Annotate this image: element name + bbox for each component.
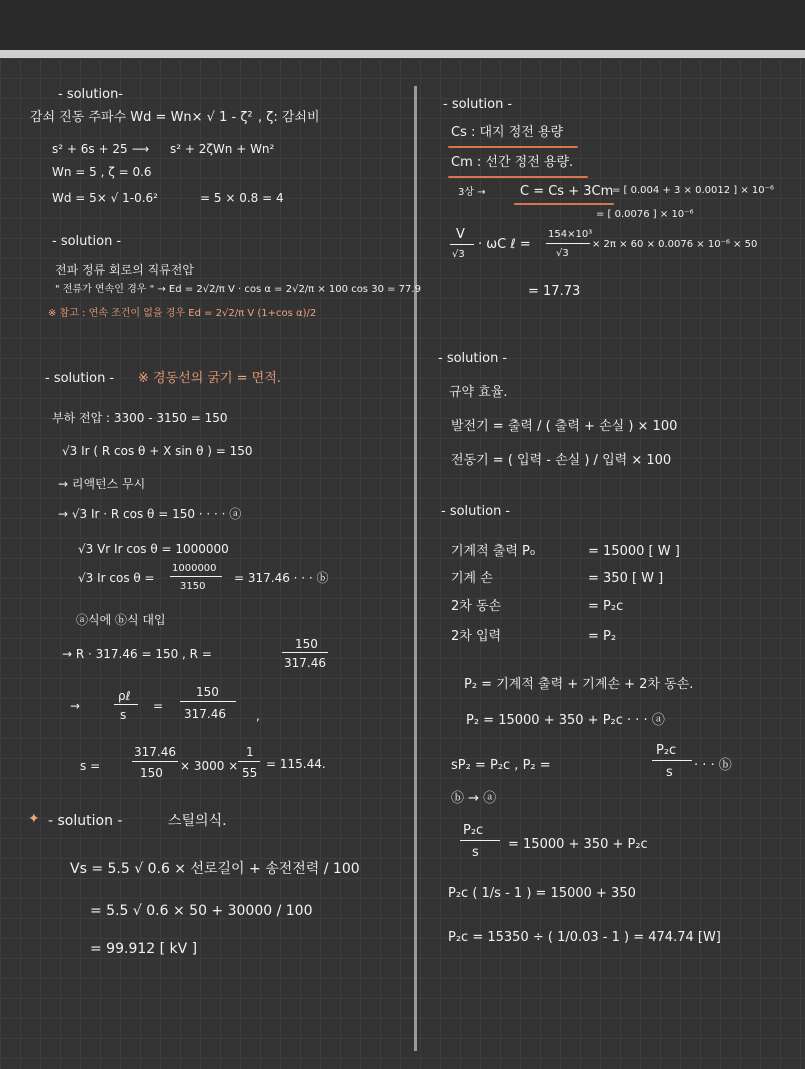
right-s3-row4b: = P₂ [588, 629, 617, 644]
left-s3-note: ※ 경동선의 굵기 = 면적. [138, 371, 281, 386]
left-s3-line9num: 150 [196, 685, 219, 699]
left-s4-title: 스틸의식. [168, 813, 227, 829]
left-s3-line9eq: = [153, 699, 164, 713]
right-s3-line11: P₂c = 15350 ÷ ( 1/0.03 - 1 ) = 474.74 [W] [448, 930, 721, 945]
left-s3-line5: √3 Vr Ir cos θ = 1000000 [78, 542, 229, 556]
left-s3-line10c: = 115.44. [266, 757, 326, 771]
right-s3-line9den: s [472, 845, 479, 860]
left-s3-line10den2: 55 [242, 766, 258, 780]
left-s3-line9b: , [256, 709, 260, 723]
right-s2-line2: 발전기 = 출력 / ( 출력 + 손실 ) × 100 [451, 419, 678, 434]
top-bar [0, 0, 805, 50]
right-s1-line6: = 17.73 [528, 284, 581, 299]
left-s2-heading: - solution - [52, 234, 122, 249]
left-s2-line2: " 전류가 연속인 경우 " → Ed = 2√2/π V · cos α = 2√2/π × 100 cos 30 = 77.9 [55, 284, 421, 295]
left-s3-line3: → 리액턴스 무시 [58, 477, 146, 491]
right-s1-line4: = [ 0.0076 ] × 10⁻⁶ [596, 209, 694, 220]
highlight-underline [448, 146, 578, 148]
left-s3-line9a: → [70, 699, 81, 713]
right-s3-line7den: s [666, 765, 673, 780]
left-s4-line1: Vs = 5.5 √ 0.6 × 선로길이 + 송전전력 / 100 [70, 861, 360, 877]
fraction-bar [114, 704, 138, 705]
left-s3-heading: - solution - [45, 371, 115, 386]
right-s3-heading: - solution - [441, 504, 511, 519]
left-s2-line1: 전파 정류 회로의 직류전압 [55, 263, 194, 277]
left-s1-line2b: s² + 2ζWn + Wn² [170, 142, 275, 156]
right-s1-line1: Cs : 대지 정전 용량 [451, 125, 564, 140]
right-s2-line1: 규약 효율. [449, 385, 508, 400]
right-s3-line9b: = 15000 + 350 + P₂c [508, 837, 648, 852]
left-s3-line8num: 150 [295, 637, 318, 651]
fraction-bar [450, 244, 474, 245]
arrow-icon: ⟶ [132, 142, 150, 156]
fraction-bar [180, 701, 236, 702]
left-s4-line3: = 99.912 [ kV ] [90, 941, 198, 957]
fraction-bar [652, 760, 692, 761]
right-s3-line5: P₂ = 기계적 출력 + 기계손 + 2차 동손. [464, 677, 694, 692]
left-s3-line4: → √3 Ir · R cos θ = 150 · · · · ⓐ [58, 507, 242, 521]
left-s3-line9den: 317.46 [184, 707, 226, 721]
column-divider [414, 86, 417, 1051]
right-s3-line10: P₂c ( 1/s - 1 ) = 15000 + 350 [448, 886, 636, 901]
right-s3-row3b: = P₂c [588, 599, 624, 614]
right-s1-line5a: V [456, 227, 465, 242]
right-s3-row4a: 2차 입력 [451, 629, 502, 644]
left-s3-line7: ⓐ식에 ⓑ식 대입 [76, 613, 166, 627]
left-s3-line8a: → R · 317.46 = 150 , R = [62, 647, 212, 661]
left-s1-line2a: s² + 6s + 25 [52, 142, 128, 156]
fraction-bar [170, 576, 222, 577]
left-s3-line9fden: s [120, 708, 127, 722]
left-s3-line10a: s = [80, 759, 101, 773]
fraction-bar [238, 761, 260, 762]
left-s3-line10b: × 3000 × [180, 759, 239, 773]
fraction-bar [132, 761, 178, 762]
left-s3-line6a: √3 Ir cos θ = [78, 571, 155, 585]
top-divider-line [0, 50, 805, 58]
right-s3-row3a: 2차 동손 [451, 599, 502, 614]
highlight-underline [514, 203, 614, 205]
right-s1-line5d: 154×10³ [548, 229, 593, 240]
left-s3-line6den: 3150 [180, 581, 206, 592]
left-s4-heading: - solution - [48, 813, 123, 829]
right-s3-line6: P₂ = 15000 + 350 + P₂c · · · ⓐ [466, 713, 665, 728]
fraction-bar [282, 652, 328, 653]
right-s3-row2a: 기계 손 [451, 571, 493, 586]
right-s3-line9num: P₂c [463, 823, 484, 838]
left-s3-line2: √3 Ir ( R cos θ + X sin θ ) = 150 [62, 444, 253, 458]
left-s1-line4b: = 5 × 0.8 = 4 [200, 191, 284, 205]
right-s2-heading: - solution - [438, 351, 508, 366]
right-s1-line2: Cm : 선간 정전 용량. [451, 155, 574, 170]
right-s3-row1a: 기계적 출력 P₀ [451, 544, 536, 559]
right-s1-line5c: · ωC ℓ = [478, 237, 531, 252]
left-s3-line8den: 317.46 [284, 656, 326, 670]
right-s1-line5f: × 2π × 60 × 0.0076 × 10⁻⁶ × 50 [592, 239, 758, 250]
left-s1-line1a: 감쇠 진동 주파수 Wd = Wn× √ 1 - ζ² [30, 110, 253, 125]
right-s1-line5e: √3 [556, 248, 569, 259]
left-s1-heading: - solution- [58, 87, 123, 102]
right-s3-row1b: = 15000 [ W ] [588, 544, 680, 559]
left-s1-line1b: , ζ: 감쇠비 [258, 110, 320, 125]
highlight-underline [448, 176, 588, 178]
left-s3-line1: 부하 전압 : 3300 - 3150 = 150 [52, 411, 228, 425]
right-s2-line3: 전동기 = ( 입력 - 손실 ) / 입력 × 100 [451, 453, 672, 468]
right-s1-line5b: √3 [452, 249, 465, 260]
fraction-bar [546, 243, 590, 244]
left-s3-line10den: 150 [140, 766, 163, 780]
right-s3-row2b: = 350 [ W ] [588, 571, 664, 586]
right-s1-line3c: = [ 0.004 + 3 × 0.0012 ] × 10⁻⁶ [612, 185, 774, 196]
star-icon: ✦ [28, 811, 40, 827]
left-s2-line3: ※ 참고 : 연속 조건이 없을 경우 Ed = 2√2/π V (1+cos α)/2 [48, 308, 317, 319]
right-s1-line3a: 3상 → [458, 187, 486, 198]
left-s3-line10num: 317.46 [134, 745, 176, 759]
left-s3-line6b: = 317.46 · · · ⓑ [234, 571, 329, 585]
right-s1-line3b: C = Cs + 3Cm [520, 184, 614, 199]
right-s3-line8: ⓑ → ⓐ [451, 791, 497, 806]
right-s3-line7b: · · · ⓑ [694, 758, 732, 773]
right-s1-heading: - solution - [443, 97, 513, 112]
right-s3-line7num: P₂c [656, 743, 677, 758]
left-s4-line2: = 5.5 √ 0.6 × 50 + 30000 / 100 [90, 903, 313, 919]
left-s1-line4a: Wd = 5× √ 1-0.6² [52, 191, 158, 205]
fraction-bar [460, 840, 500, 841]
left-s3-line9fnum: ρℓ [118, 689, 131, 703]
right-s3-line7a: sP₂ = P₂c , P₂ = [451, 758, 551, 773]
left-s3-line6num: 1000000 [172, 563, 217, 574]
left-s1-line3: Wn = 5 , ζ = 0.6 [52, 165, 152, 179]
left-s3-line10num2: 1 [246, 745, 254, 759]
